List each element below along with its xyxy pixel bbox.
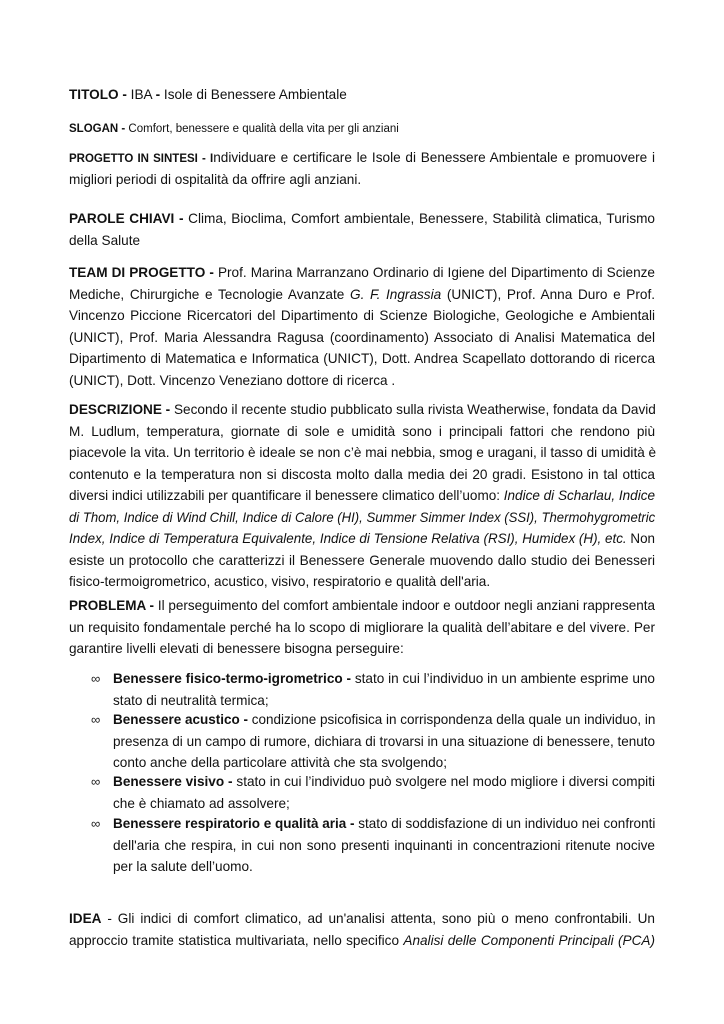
bullet-fisico-termo-igrometrico: [91, 668, 655, 711]
text-line: [113, 835, 655, 857]
bold-text: Benessere fisico-termo-igrometrico -: [113, 671, 355, 686]
text: (UNICT), Dott. Vincenzo Veneziano dottore di ricerca .: [69, 372, 396, 388]
text: Mediche, Chirurgiche e Tecnologie Avanzate: [69, 286, 351, 302]
bold-text: -: [155, 87, 164, 102]
text-line: [69, 550, 655, 572]
text: Isole di Benessere Ambientale: [163, 87, 347, 102]
text: stato di soddisfazione di un individuo nei confronti: [358, 816, 656, 831]
text-line: [69, 528, 655, 550]
text: Comfort, benessere e qualità della vita per gli anziani: [128, 123, 399, 135]
slogan: [69, 117, 655, 139]
team-di-progetto: [69, 262, 655, 391]
text-line: [69, 208, 655, 230]
text-line: [69, 262, 655, 284]
text: presenza di un campo di rumore, dichiara di trovarsi in una situazione di benessere, tenuto: [113, 733, 655, 749]
text-line: [69, 348, 655, 370]
text-line: [113, 771, 655, 793]
bullet-respiratorio: [91, 813, 656, 878]
descrizione: [69, 399, 655, 593]
text: migliori periodi di ospitalità da offrire agli anziani.: [69, 171, 362, 187]
text: M. Ludlum, temperatura, giornate di sole e umidità sono i principali fattori che rendono più: [69, 423, 655, 439]
bold-text: DESCRIZIONE -: [69, 402, 174, 417]
text-line: [69, 399, 655, 421]
text-line: [69, 507, 655, 529]
text-line: [113, 813, 655, 835]
bullet-infinity-icon: ∞: [91, 712, 101, 727]
text-line: [69, 169, 655, 191]
text: diversi indici utilizzabili per quantificare il benessere climatico dell’uomo:: [69, 488, 504, 503]
text-line: [69, 327, 655, 349]
italic-text: G. F. Ingrassia: [350, 286, 442, 302]
bold-text: PROBLEMA -: [69, 598, 158, 613]
problema: [69, 595, 655, 660]
bold-text: SLOGAN -: [69, 123, 129, 135]
bold-text: Benessere acustico -: [113, 712, 252, 727]
text-line: [69, 421, 655, 443]
text: garantire livelli elevati di benessere bisogna perseguire:: [69, 641, 404, 656]
text: della Salute: [69, 232, 141, 248]
italic-text: Index, Indice di Temperatura Equivalente, Indice di Tensione Relativa (RSI), Humidex (H), etc.: [69, 531, 627, 546]
text-line: [69, 230, 655, 252]
text: contenuto e la temperatura non si discosta molto dalla media dei 20 gradi. Esistono in tal ottica: [69, 466, 655, 482]
text: Non: [626, 531, 655, 546]
text: (UNICT), Prof. Anna Duro e Prof.: [441, 286, 656, 302]
bold-text: TITOLO -: [69, 87, 131, 102]
text: Dipartimento di Matematica e Informatica (UNICT), Dott. Andrea Scapellato dottorando di ricerca: [69, 351, 655, 366]
text-line: [69, 84, 655, 106]
bullet-infinity-icon: ∞: [91, 671, 101, 686]
text-line: [113, 731, 655, 753]
text: condizione psicofisica in corrispondenza della quale un individuo, in: [251, 712, 656, 727]
text: stato in cui l’individuo in un ambiente esprime uno: [354, 671, 655, 686]
bullet-acustico: [91, 709, 656, 774]
bold-text: PAROLE CHIAVI -: [69, 211, 189, 226]
text-line: [69, 485, 655, 507]
text: dell'aria che respira, in cui non sono presenti inquinanti in concentrazioni ritenute nocive: [113, 837, 655, 853]
text-line: [113, 709, 655, 731]
parole-chiavi: [69, 208, 655, 251]
text: Vincenzo Piccione Ricercatori del Dipartimento di Scienze Biologiche, Geologiche e Ambientali: [69, 308, 655, 323]
text: per la salute dell’uomo.: [113, 859, 253, 874]
italic-text: di Thom, Indice di Wind Chill, Indice di Calore (HI), Summer Simmer Index (SSI), Thermohygrometric: [69, 509, 656, 525]
text: Secondo il recente studio pubblicato sulla rivista Weatherwise, fondata da David: [173, 402, 656, 417]
text: ndividuare e certificare le Isole di Benessere Ambientale e promuovere i: [213, 150, 656, 165]
text: un requisito fondamentale perché ha lo scopo di migliorare la qualità dell’abitare e del vivere. Per: [69, 619, 655, 635]
progetto-in-sintesi: [69, 147, 655, 190]
text: - Gli indici di comfort climatico, ad un'analisi attenta, sono più o meno confrontabili. Un: [101, 911, 655, 926]
text: approccio tramite statistica multivariata, nello specifico: [69, 932, 404, 948]
text-line: [69, 908, 655, 930]
text-line: [69, 464, 655, 486]
text-line: [113, 690, 655, 712]
bold-text: TEAM DI PROGETTO -: [69, 265, 218, 280]
bold-text: PROGETTO IN SINTESI - I: [69, 153, 214, 165]
text-line: [69, 284, 655, 306]
text-line: [113, 856, 655, 878]
text: Clima, Bioclima, Comfort ambientale, Benessere, Stabilità climatica, Turismo: [188, 211, 655, 226]
text-line: [69, 930, 655, 952]
text: fisico-termoigrometrico, acustico, visivo, respiratorio e qualità dell'aria.: [69, 574, 491, 589]
text: stato di neutralità termica;: [113, 692, 269, 708]
text: Prof. Marina Marranzano Ordinario di Igiene del Dipartimento di Scienze: [217, 265, 655, 280]
italic-text: Indice di Scharlau, Indice: [503, 488, 655, 503]
text: conto anche della particolare attività che sta svolgendo;: [113, 755, 448, 770]
text-line: [69, 638, 655, 660]
text-line: [113, 793, 655, 815]
bullet-infinity-icon: ∞: [91, 774, 101, 789]
bold-text: Benessere visivo -: [113, 774, 237, 789]
text-line: [113, 668, 655, 690]
title: [69, 84, 655, 106]
text-line: [69, 370, 655, 392]
text: Il perseguimento del comfort ambientale indoor e outdoor negli anziani rappresenta: [157, 598, 655, 613]
text: esiste un protocollo che caratterizzi il Benessere Generale muovendo dallo studio dei Benesseri: [69, 552, 655, 568]
text-line: [69, 147, 655, 169]
text: che è chiamato ad assolvere;: [113, 795, 290, 811]
bold-text: IDEA: [69, 911, 102, 926]
text: IBA: [130, 87, 156, 102]
text-line: [69, 595, 655, 617]
text: stato in cui l’individuo può svolgere nel modo migliore i diversi compiti: [236, 774, 655, 789]
bold-text: Benessere respiratorio e qualità aria -: [113, 816, 359, 831]
bullet-infinity-icon: ∞: [91, 816, 101, 831]
text-line: [69, 305, 655, 327]
bullet-visivo: [91, 771, 655, 814]
idea: [69, 908, 655, 951]
text-line: [69, 571, 655, 593]
italic-text: Analisi delle Componenti Principali (PCA): [403, 932, 656, 948]
text-line: [69, 117, 655, 139]
text: (UNICT), Prof. Maria Alessandra Ragusa (coordinamento) Associato di Analisi Matematica del: [69, 329, 655, 345]
text-line: [69, 617, 655, 639]
text: piacevole la vita. Un territorio è ideale se non c’è mai nebbia, smog e uragani, il tasso di umidità è: [69, 445, 657, 460]
text-line: [69, 442, 655, 464]
